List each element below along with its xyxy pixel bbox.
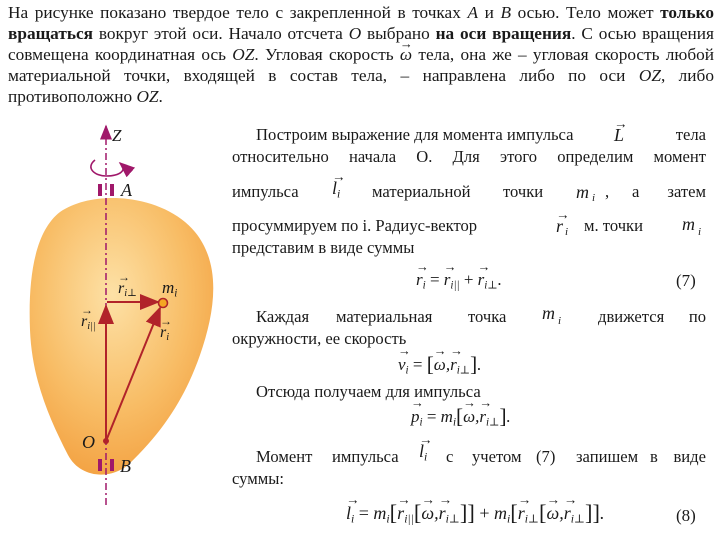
intro-text: вокруг этой оси. Начало отсчета [93,24,349,43]
origin-point [103,438,109,444]
vector-l-i: → $l_i$ [419,440,427,469]
line-text: импульса [332,447,399,466]
bearing-b [98,459,102,471]
text-line-5: представим в виде суммы [232,238,415,257]
text-line-2: относительно начала O. Для этого определим момент [232,147,706,166]
origin-label: O [82,432,95,452]
line-text: просуммируем по i. Радиус-вектор [232,216,478,235]
vector-L: → L [614,124,624,146]
line-text: точки [503,182,544,201]
line-text: запишем [576,447,639,466]
bearing-a [110,184,114,196]
line-text: Построим выражение для момента импульса [256,125,574,144]
intro-text: . С осью вращения совмещена координатная ось [8,24,714,64]
mass-label [162,278,177,299]
intro-text: выбрано [361,24,436,43]
line-text: тела [675,125,706,144]
intro-text: и [478,3,501,22]
vector-l-i [332,177,340,206]
intro-text: На рисунке показано твердое тело с закрепленной в точках [8,3,468,22]
omega-symbol: → ω [400,44,412,65]
line-text: м. точки [584,216,643,235]
line-text: , [605,182,610,201]
r-par-letter: → r [81,313,87,331]
point-b-ref: B [500,3,512,22]
mass-sub: i [174,287,178,300]
axis-ref: OZ [232,45,255,64]
line-text: в [650,447,658,466]
axis-ref: OZ [136,87,159,106]
formula-8: → $l_i = m_i[\to r_{i||}[\to \omega,\to r_{i\perp}]] + m_i[\to r_{i\perp}[\to \omega,\to r_{i\perp}]]$. [346,500,605,526]
line-text: Момент [256,447,313,466]
r-i-letter: → r [160,324,166,342]
bold-phrase: только вращаться [8,3,715,43]
rigid-body-shape [30,198,214,475]
bearing-a [98,184,102,196]
intro-text: осью. Тело может [511,3,661,22]
text-line-10: суммы: [232,469,284,488]
l-sub: i [337,187,341,201]
rigid-body-figure [0,0,232,540]
origin-ref: O [348,24,362,43]
r-perp-letter: → r [118,280,124,298]
r-perp-sub: i⊥ [124,288,137,300]
bearing-b [110,459,114,471]
intro-text: тела, она же – угловая скорость любой материальной точки, входящей в состав тела, – направлена либо по оси [8,45,715,85]
r-i-label [160,324,169,343]
line-text: точка [468,307,507,326]
line-text: виде [673,447,706,466]
equation-number-7: (7) [676,271,696,290]
formula-7: → $r_i$ = → $r_{i||}$ + → $r_{i\perp}$. [416,270,502,291]
mass-symbol: m [576,182,589,202]
mass-point [159,299,168,308]
line-text: с [446,447,454,466]
line-text: движется [598,307,665,326]
axis-ref: OZ [638,66,661,85]
text-line-7: окружности, ее скорость [232,329,407,348]
point-a-label: A [121,180,132,200]
mass-letter: m [162,278,175,297]
line-text: Каждая [256,307,310,326]
l-letter: → l [332,177,337,199]
axis-z-label: Z [112,126,122,145]
intro-text: , либо противоположно [8,66,714,106]
line-text: затем [667,182,706,201]
r-par-label [81,313,96,332]
line-text: материальной [372,182,471,201]
rotation-arrow-icon [91,160,123,176]
point-a-ref: A [467,3,479,22]
equation-number-8: (8) [676,506,696,525]
point-b-label: B [120,456,131,476]
r-i-sub: i [166,332,170,344]
r-par-sub: i|| [87,321,96,333]
mass-symbol: m [682,214,695,234]
line-text: учетом [472,447,522,466]
vector-r: → r [556,215,563,237]
intro-text: . [158,87,163,106]
line-text: а [632,182,640,201]
bold-phrase: на оси вращения [435,24,572,43]
line-text: (7) [536,447,556,466]
line-text: импульса [232,182,299,201]
line-text: по [688,307,706,326]
r-perp-label [118,280,137,299]
intro-text: . Угловая скорость [254,45,400,64]
formula-velocity: → $v_i$ = [→ $\omega,\to r_{i\perp}$]. [398,352,481,377]
mass-symbol: m [542,303,555,323]
line-text: материальная [336,307,433,326]
text-line-8: Отсюда получаем для импульса [256,382,481,401]
formula-momentum: → $p_i = m_i[\to \omega,\to r_{i\perp}]$. [411,404,511,429]
